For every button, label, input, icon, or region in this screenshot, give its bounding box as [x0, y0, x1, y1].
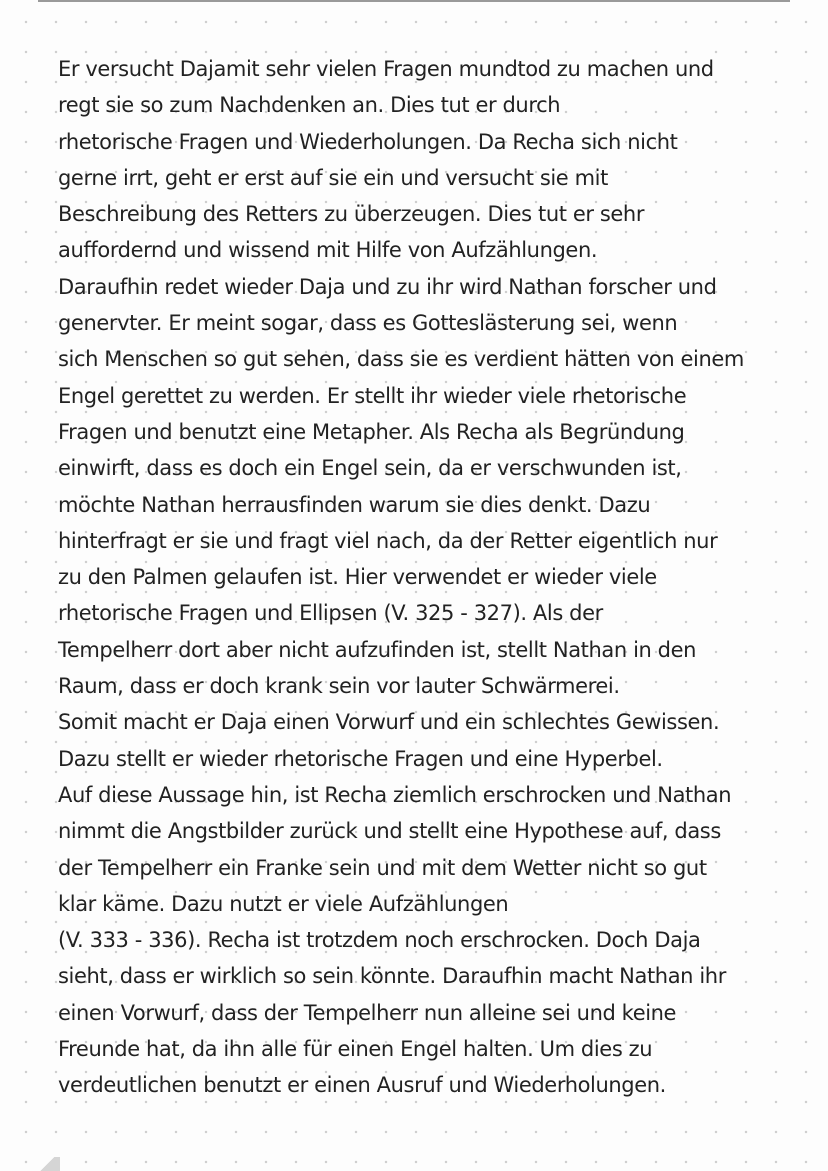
text-line: sieht, dass er wirklich so sein könnte. Daraufhin macht Nathan ihr	[58, 964, 726, 989]
text-line: rhetorische Fragen und Ellipsen (V. 325 - 327). Als der	[58, 601, 603, 626]
text-line: der Tempelherr ein Franke sein und mit dem Wetter nicht so gut	[58, 855, 707, 880]
text-line: regt sie so zum Nachdenken an. Dies tut er durch	[58, 93, 561, 118]
text-line: Fragen und benutzt eine Metapher. Als Recha als Begründung	[58, 419, 685, 444]
text-line: zu den Palmen gelaufen ist. Hier verwendet er wieder viele	[58, 565, 657, 590]
text-line: genervter. Er meint sogar, dass es Gotteslästerung sei, wenn	[58, 311, 678, 336]
text-line: sich Menschen so gut sehen, dass sie es verdient hätten von einem	[58, 347, 744, 372]
text-line: Engel gerettet zu werden. Er stellt ihr wieder viele rhetorische	[58, 383, 687, 408]
page-corner-fold	[38, 1157, 60, 1171]
text-line: Dazu stellt er wieder rhetorische Fragen und eine Hyperbel.	[58, 746, 663, 771]
text-line: Freunde hat, da ihn alle für einen Engel halten. Um dies zu	[58, 1037, 653, 1062]
text-line: Auf diese Aussage hin, ist Recha ziemlich erschrocken und Nathan	[58, 782, 732, 807]
text-line: klar käme. Dazu nutzt er viele Aufzählungen	[58, 891, 509, 916]
top-divider	[38, 0, 790, 2]
text-line: möchte Nathan herrausfinden warum sie dies denkt. Dazu	[58, 492, 651, 517]
text-line: einwirft, dass es doch ein Engel sein, da er verschwunden ist,	[58, 456, 682, 481]
text-line: (V. 333 - 336). Recha ist trotzdem noch erschrocken. Doch Daja	[58, 928, 701, 953]
text-line: Tempelherr dort aber nicht aufzufinden ist, stellt Nathan in den	[58, 637, 697, 662]
text-line: Raum, dass er doch krank sein vor lauter Schwärmerei.	[58, 674, 620, 699]
text-line: verdeutlichen benutzt er einen Ausruf und Wiederholungen.	[58, 1073, 666, 1098]
handwritten-note-body	[58, 51, 798, 1104]
text-line: Beschreibung des Retters zu überzeugen. Dies tut er sehr	[58, 202, 645, 227]
text-line: hinterfragt er sie und fragt viel nach, da der Retter eigentlich nur	[58, 528, 718, 553]
text-line: gerne irrt, geht er erst auf sie ein und versucht sie mit	[58, 165, 608, 190]
text-line: rhetorische Fragen und Wiederholungen. Da Recha sich nicht	[58, 129, 678, 154]
text-line: Somit macht er Daja einen Vorwurf und ein schlechtes Gewissen.	[58, 710, 720, 735]
text-line: auffordernd und wissend mit Hilfe von Aufzählungen.	[58, 238, 598, 263]
text-line: einen Vorwurf, dass der Tempelherr nun alleine sei und keine	[58, 1000, 677, 1025]
text-line: Daraufhin redet wieder Daja und zu ihr wird Nathan forscher und	[58, 274, 717, 299]
text-line: nimmt die Angstbilder zurück und stellt eine Hypothese auf, dass	[58, 819, 721, 844]
text-line: Er versucht Dajamit sehr vielen Fragen mundtod zu machen und	[58, 57, 714, 81]
